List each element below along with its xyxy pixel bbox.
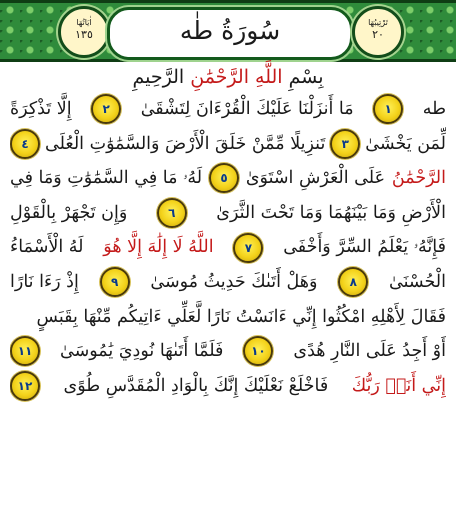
surah-title: سُورَةُ طٰه [179,16,281,45]
verse-text: لَهُ الْأَسْمَاءُ [10,237,84,258]
verse-text: أَوْ أَجِدُ عَلَى النَّارِ هُدًى [293,341,446,362]
verse-text: فَإِنَّهُۥ يَعْلَمُ السِّرَّ وَأَخْفَى [283,237,446,258]
ayah-number-marker: ٢ [91,94,121,124]
surah-order-value: ٢٠ [372,28,384,41]
ayah-number-marker: ١٠ [243,336,273,366]
basmala-word-3: الرَّحِيمِ [132,66,185,88]
ayah-number-marker: ٩ [100,267,130,297]
verse-line [10,161,446,196]
verse-text-red: الرَّحْمَٰنُ [391,168,446,189]
ayah-number-marker: ١ [373,94,403,124]
verse-text: فَقَالَ لِأَهْلِهِ امْكُثُوا إِنِّي ءَانَسْتُ نَارًا لَّعَلِّي ءَاتِيكُم مِّنْهَا بِقَبَسٍ [36,306,446,327]
verse-text: إِلَّا تَذْكِرَةً [10,99,72,119]
ayah-number-marker: ٣ [330,129,360,159]
basmala-word-2: اللَّهِ الرَّحْمَٰنِ [190,66,283,88]
verse-line [10,196,446,231]
verse-text-red: إِنِّي أَنَا۠ رَبُّكَ [351,375,446,396]
verse-text: إِذْ رَءَا نَارًا [10,271,79,292]
surah-order-medallion [352,6,404,58]
basmala-word-1: بِسْمِ [288,66,324,88]
verse-text: الْحُسْنَىٰ [389,271,446,292]
surah-title-frame [107,7,353,60]
basmala [0,62,456,92]
ayah-number-marker: ٤ [10,129,40,159]
verse-text: مَا أَنزَلْنَا عَلَيْكَ الْقُرْءَانَ لِتَشْقَىٰ [140,99,354,119]
verse-text: وَهَلْ أَتَىٰكَ حَدِيثُ مُوسَىٰ [150,271,318,292]
verse-text: لَهُۥ مَا فِي السَّمَٰوَٰتِ وَمَا فِي [10,168,203,189]
ayah-number-marker: ٥ [209,163,239,193]
surah-header-band [0,0,456,62]
verse-line [10,127,446,162]
verse-text: عَلَى الْعَرْشِ اسْتَوَىٰ [245,168,386,189]
verse-line [10,92,446,127]
ayah-number-marker: ١٢ [10,371,40,401]
verse-lines [0,92,456,403]
verse-text: وَإِن تَجْهَرْ بِالْقَوْلِ [10,202,128,223]
ayah-number-marker: ١١ [10,336,40,366]
ayah-number-marker: ٨ [338,267,368,297]
verse-line [10,300,446,335]
verse-text: فَلَمَّا أَتَىٰهَا نُودِيَ يَٰمُوسَىٰ [60,341,224,362]
ayah-count-value: ١٣٥ [75,28,93,41]
verse-text: طه [422,99,446,119]
verse-text: لِّمَن يَخْشَىٰ [365,133,446,154]
verse-line [10,369,446,404]
verse-text-red: اللَّهُ لَا إِلَٰهَ إِلَّا هُوَ [103,237,214,258]
ayah-count-medallion [58,6,110,58]
verse-text: الْأَرْضِ وَمَا بَيْنَهُمَا وَمَا تَحْتَ الثَّرَىٰ [216,202,446,223]
ayah-number-marker: ٦ [157,198,187,228]
verse-line [10,230,446,265]
header-border-top [0,0,456,3]
verse-text: تَنزِيلًا مِّمَّنْ خَلَقَ الْأَرْضَ وَالسَّمَٰوَٰتِ الْعُلَى [45,133,326,154]
ayah-count-label: اٰيَاتُهَا [76,18,92,27]
verse-line [10,334,446,369]
ayah-number-marker: ٧ [233,233,263,263]
verse-text: فَاخْلَعْ نَعْلَيْكَ إِنَّكَ بِالْوَادِ الْمُقَدَّسِ طُوًى [63,375,329,396]
surah-order-label: تَرْتِيبُهَا [368,18,388,27]
verse-line [10,265,446,300]
